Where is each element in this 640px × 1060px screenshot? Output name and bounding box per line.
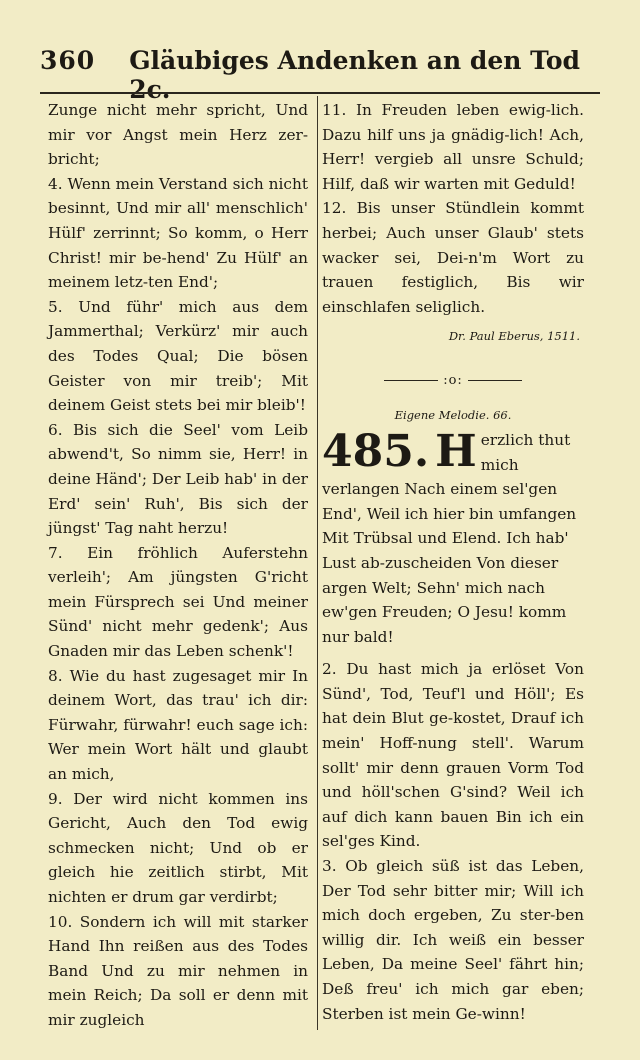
running-title: Gläubiges Andenken an den Tod 2c. (129, 46, 581, 104)
header-rule (40, 92, 600, 94)
stanza-12: 12. Bis unser Stündlein kommt herbei; Auch unser Glaub' stets wacker sei, Dei-n'm Wort zu trauen festiglich, Bis wir einschlafen seliglich. (322, 199, 584, 316)
left-column (48, 98, 308, 1033)
page-number: 360 (40, 46, 96, 75)
stanza-4: 4. Wenn mein Verstand sich nicht besinnt, Und mir all' menschlich' Hülf' zerrinnt; So komm, o Herr Christ! mir be-hend' Zu Hülf' an meinem letz-ten End'; (48, 174, 308, 292)
separator-ornament: :o: (443, 373, 463, 389)
stanza-continuation: Zunge nicht mehr spricht, Und mir vor Angst mein Herz zer-bricht; (48, 101, 308, 169)
hymn-number: 485. (322, 427, 430, 477)
stanza-9: 9. Der wird nicht kommen ins Gericht, Auch den Tod ewig schmecken nicht; Und ob er gleich hie zeitlich stirbt, Mit nichten er drum gar verdirbt; (48, 789, 308, 906)
stanza-gap (322, 649, 584, 657)
hymn-stanza-2: 2. Du hast mich ja erlöset Von Sünd', Tod, Teuf'l und Höll'; Es hat dein Blut ge-kostet, Drauf ich mein' Hoff-nung stell'. Warum sollt' mir denn grauen Vorm Tod und höll'schen G'sind? Weil ich auf dich kann bauen Bin ich ein sel'ges Kind. (322, 660, 584, 851)
section-separator (322, 369, 584, 394)
author-attribution: Dr. Paul Eberus, 1511. (448, 329, 580, 344)
page-header (40, 46, 600, 104)
stanza-11: 11. In Freuden leben ewig-lich. Dazu hilf uns ja gnädig-lich! Ach, Herr! vergieb all unsre Schuld; Hilf, daß wir warten mit Geduld! (322, 101, 584, 193)
right-column (322, 98, 584, 1026)
stanza-8: 8. Wie du hast zugesaget mir In deinem Wort, das trau' ich dir: Fürwahr, fürwahr! euch sage ich: Wer mein Wort hält und glaubt an mich, (48, 666, 308, 784)
separator-line-right (468, 380, 522, 381)
melody-note: Eigene Melodie. 66. (394, 407, 512, 422)
stanza-10: 10. Sondern ich will mit starker Hand Ihn reißen aus des Todes Band Und zu mir nehmen in mein Reich; Da soll er denn mit mir zugleich (48, 912, 308, 1029)
hymn-first-stanza-text: erzlich thut mich verlangen Nach einem sel'gen End', Weil ich hier bin umfangen Mit Trübsal und Elend. Ich hab' Lust ab-zuscheiden Von dieser argen Welt; Sehn' mich nach ew'gen Freuden; O Jesu! komm nur bald! (322, 430, 577, 646)
column-divider (317, 96, 318, 1030)
stanza-7: 7. Ein fröhlich Auferstehn verleih'; Am jüngsten G'richt mein Fürsprech sei Und meiner Sünd' nicht mehr gedenk'; Aus Gnaden mir das Leben schenk'! (48, 543, 308, 661)
separator-line-left (384, 380, 438, 381)
hymn-485-first-stanza (322, 428, 584, 649)
drop-cap: H (435, 427, 477, 477)
stanza-6: 6. Bis sich die Seel' vom Leib abwend't, So nimm sie, Herr! in deine Händ'; Der Leib hab' in der Erd' sein' Ruh', Bis sich der jüngst' Tag naht herzu! (48, 420, 308, 538)
stanza-5: 5. Und führ' mich aus dem Jammerthal; Verkürz' mir auch des Todes Qual; Die bösen Geister von mir treib'; Mit deinem Geist stets bei mir bleib'! (48, 297, 308, 415)
hymn-stanza-3: 3. Ob gleich süß ist das Leben, Der Tod sehr bitter mir; Will ich mich doch ergeben, Zu ster-ben willig dir. Ich weiß ein besser Leben, Da meine Seel' fährt hin; Deß freu' ich mich gar eben; Sterben ist mein Ge-winn! (322, 857, 584, 1023)
